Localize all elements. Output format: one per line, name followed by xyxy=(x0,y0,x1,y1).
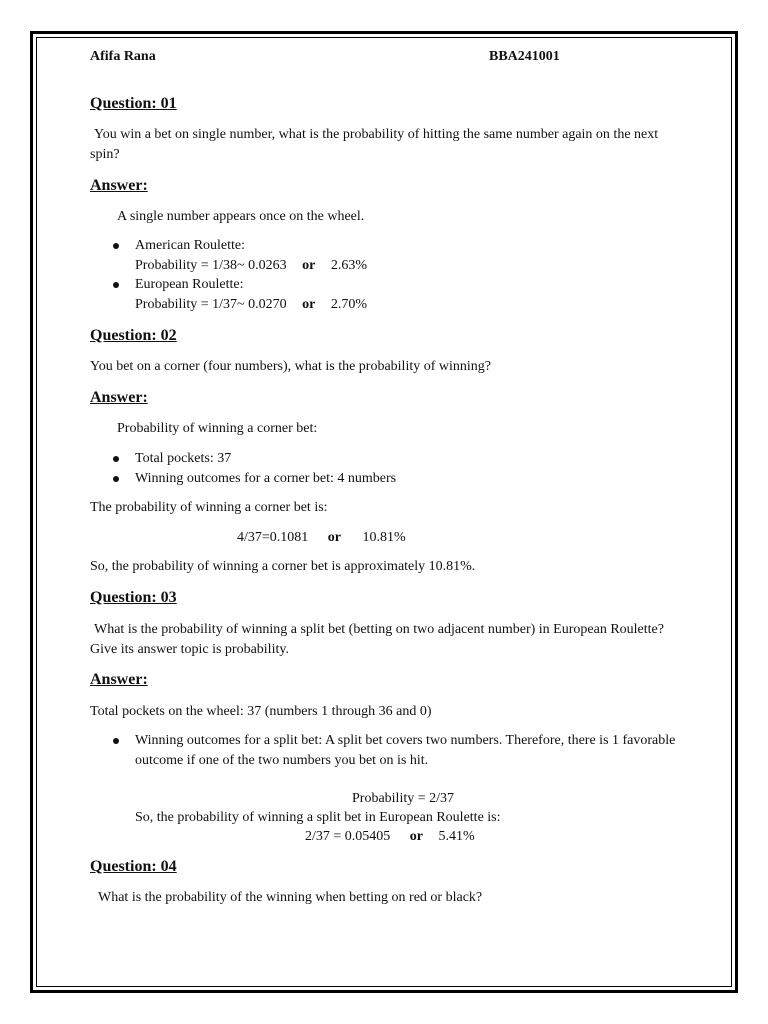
bullet-dot-icon xyxy=(113,456,119,462)
american-or: or xyxy=(302,258,316,273)
winning-outcomes-text: Winning outcomes for a corner bet: 4 numbers xyxy=(135,471,397,486)
bullet-winning-outcomes xyxy=(113,469,119,489)
answer-01-intro: A single number appears once on the wheel. xyxy=(117,209,365,224)
european-roulette-label: European Roulette: xyxy=(135,277,244,292)
student-id: BBA241001 xyxy=(489,49,560,64)
split-so-line: So, the probability of winning a split bet in European Roulette is: xyxy=(135,810,501,825)
question-01-text: You win a bet on single number, what is the probability of hitting the same number again on the next spin? xyxy=(90,127,659,162)
corner-formula: 4/37=0.1081 xyxy=(237,530,309,545)
student-name: Afifa Rana xyxy=(90,49,156,64)
bullet-dot-icon xyxy=(113,243,119,249)
bullet-european xyxy=(113,275,119,295)
total-pockets-text: Total pockets: 37 xyxy=(135,451,232,466)
split-result: 2/37 = 0.05405 xyxy=(305,829,391,844)
bullet-total-pockets xyxy=(113,449,119,469)
european-probability xyxy=(135,295,367,314)
bullet-dot-icon xyxy=(113,476,119,482)
answer-03-intro: Total pockets on the wheel: 37 (numbers 1 through 36 and 0) xyxy=(90,704,432,719)
split-outcomes-text: Winning outcomes for a split bet: A split bet covers two numbers. Therefore, there is 1 favorable outcome if one of the two numbers you bet on is hit. xyxy=(135,733,676,768)
bullet-split-outcomes xyxy=(113,731,119,751)
answer-02-intro: Probability of winning a corner bet: xyxy=(117,421,318,436)
question-03-text: What is the probability of winning a split bet (betting on two adjacent number) in European Roulette? Give its answer topic is probability. xyxy=(90,622,664,657)
corner-percent: 10.81% xyxy=(362,530,406,545)
american-percent: 2.63% xyxy=(330,258,367,273)
european-prob-value: Probability = 1/37~ 0.0270 xyxy=(135,297,287,312)
bullet-american xyxy=(113,236,119,256)
american-roulette-label: American Roulette: xyxy=(135,238,246,253)
question-01-heading: Question: 01 xyxy=(90,95,177,112)
corner-or: or xyxy=(327,530,342,545)
split-result-line xyxy=(305,827,475,846)
bullet-dot-icon xyxy=(113,282,119,288)
answer-02-heading: Answer: xyxy=(90,389,148,406)
split-or: or xyxy=(409,829,424,844)
answer-01-heading: Answer: xyxy=(90,177,148,194)
corner-statement: The probability of winning a corner bet is: xyxy=(90,500,328,515)
corner-conclusion: So, the probability of winning a corner bet is approximately 10.81%. xyxy=(90,559,476,574)
american-prob-value: Probability = 1/38~ 0.0263 xyxy=(135,258,287,273)
question-04-heading: Question: 04 xyxy=(90,858,177,875)
bullet-dot-icon xyxy=(113,738,119,744)
corner-formula-line xyxy=(237,528,406,547)
question-02-text: You bet on a corner (four numbers), what is the probability of winning? xyxy=(90,359,491,374)
european-percent: 2.70% xyxy=(330,297,367,312)
split-probability-line: Probability = 2/37 xyxy=(352,791,455,806)
question-02-heading: Question: 02 xyxy=(90,327,177,344)
european-or: or xyxy=(302,297,316,312)
question-03-heading: Question: 03 xyxy=(90,589,177,606)
american-probability xyxy=(135,256,367,275)
question-04-text: What is the probability of the winning when betting on red or black? xyxy=(98,890,483,905)
answer-03-heading: Answer: xyxy=(90,671,148,688)
split-percent: 5.41% xyxy=(438,829,475,844)
